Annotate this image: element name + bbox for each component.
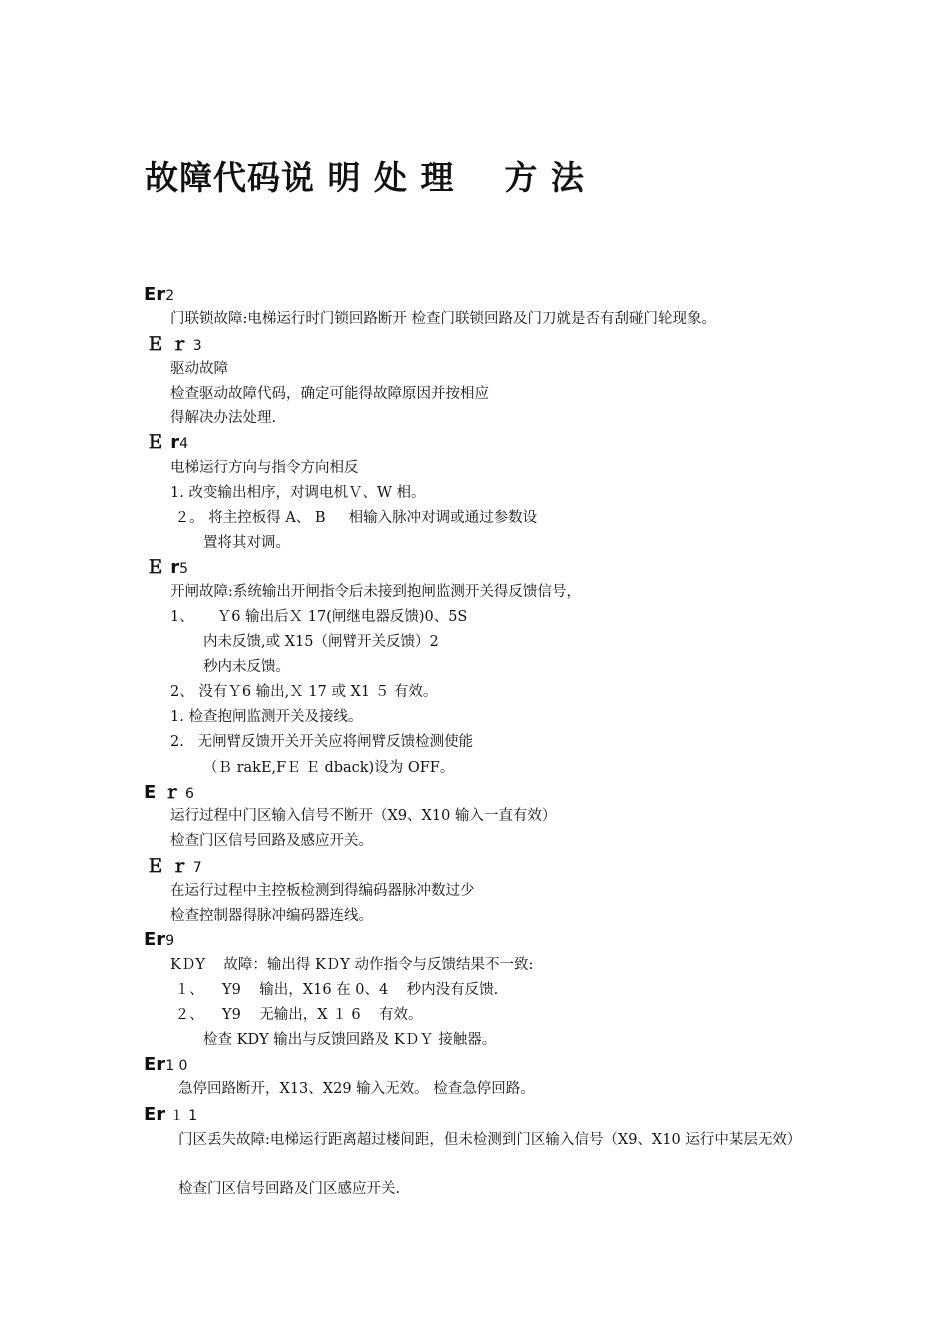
er5-remedy-line: （Ｂ rakE,FＥ Ｅ dback)设为 OFF。	[203, 760, 455, 776]
er3-description: 驱动故障	[170, 361, 228, 377]
er5-remedy-line: 2. 无闸臂反馈开关开关应将闸臂反馈检测使能	[170, 734, 474, 750]
er9-cause-line: １、 Y9 输出，X16 在 0、4 秒内没有反馈.	[170, 982, 499, 998]
error-code-er10	[144, 1054, 187, 1077]
error-code-number: １ 1	[165, 1108, 197, 1124]
er5-cause-line: 1、 Ｙ6 输出后Ｘ 17(闸继电器反馈)0、5S	[170, 609, 468, 625]
error-code-prefix: E ｒ	[144, 782, 181, 803]
er6-description: 运行过程中门区输入信号不断开（X9、X10 输入一直有效）	[170, 808, 557, 824]
er4-remedy-line: 1. 改变输出相序，对调电机Ｖ、W 相。	[170, 485, 426, 501]
er2-description: 门联锁故障:电梯运行时门锁回路断开 检查门联锁回路及门刀就是否有刮碰门轮现象。	[170, 311, 716, 327]
er7-description: 在运行过程中主控板检测到得编码器脉冲数过少	[170, 883, 475, 899]
error-code-prefix: Er	[144, 1054, 166, 1075]
error-code-er9	[144, 929, 174, 952]
error-code-number: 1 0	[165, 1058, 188, 1074]
er3-remedy-line: 检查驱动故障代码，确定可能得故障原因并按相应	[170, 386, 489, 402]
error-code-prefix: Ｅ r	[146, 557, 180, 578]
er5-cause-line: 秒内未反馈。	[203, 659, 290, 675]
er7-remedy-line: 检查控制器得脉冲编码器连线。	[170, 908, 373, 924]
error-code-er6	[144, 782, 194, 805]
error-code-prefix: Ｅ ｒ	[146, 334, 189, 355]
error-code-number: 2	[165, 288, 175, 304]
er5-remedy-line: 1. 检查抱闸监测开关及接线。	[170, 709, 363, 725]
error-code-er7	[146, 856, 202, 879]
er9-cause-line: ２、 Y9 无输出，X １ 6 有效。	[170, 1007, 423, 1023]
error-code-number: 5	[179, 561, 189, 577]
er9-description: KＤY 故障：输出得 KＤY 动作指令与反馈结果不一致:	[170, 957, 534, 973]
error-code-er4	[146, 432, 188, 455]
error-code-number: 9	[165, 933, 175, 949]
er11-remedy-line: 检查门区信号回路及门区感应开关.	[178, 1181, 401, 1197]
er9-remedy-line: 检查 KDY 输出与反馈回路及 KＤＹ 接触器。	[203, 1032, 497, 1048]
error-code-er3	[146, 334, 202, 357]
er4-remedy-line: 置将其对调。	[203, 535, 290, 551]
er4-description: 电梯运行方向与指令方向相反	[170, 460, 359, 476]
error-code-er11	[144, 1104, 197, 1127]
error-code-er2	[144, 284, 174, 307]
error-code-number: 4	[179, 436, 189, 452]
er5-description: 开闸故障:系统输出开闸指令后未接到抱闸监测开关得反馈信号，	[170, 584, 581, 600]
er5-cause-line: 内未反馈,或 X15（闸臂开关反馈）2	[203, 634, 439, 650]
er5-cause-line: 2、 没有Ｙ6 输出,Ｘ 17 或 X1 ５ 有效。	[170, 684, 438, 700]
error-code-prefix: Ｅ ｒ	[146, 856, 189, 877]
er10-description: 急停回路断开，X13、X29 输入无效。 检查急停回路。	[178, 1081, 535, 1097]
er3-remedy-line: 得解决办法处理.	[170, 410, 277, 426]
error-code-prefix: Ｅ r	[146, 432, 180, 453]
er6-remedy-line: 检查门区信号回路及感应开关。	[170, 833, 373, 849]
error-code-prefix: Er	[144, 1104, 166, 1125]
error-code-number: 6	[180, 786, 194, 802]
er4-remedy-line: ２。 将主控板得 A、 B 相输入脉冲对调或通过参数设	[170, 510, 538, 526]
error-code-prefix: Er	[144, 929, 166, 950]
error-code-number: 3	[188, 338, 202, 354]
error-code-number: 7	[188, 860, 202, 876]
error-code-prefix: Er	[144, 284, 166, 305]
er11-description: 门区丢失故障:电梯运行距离超过楼间距，但未检测到门区输入信号（X9、X10 运行中某层无效）	[178, 1132, 802, 1148]
error-code-er5	[146, 557, 188, 580]
page-title: 故障代码说 明 处 理 方 法	[145, 158, 585, 197]
